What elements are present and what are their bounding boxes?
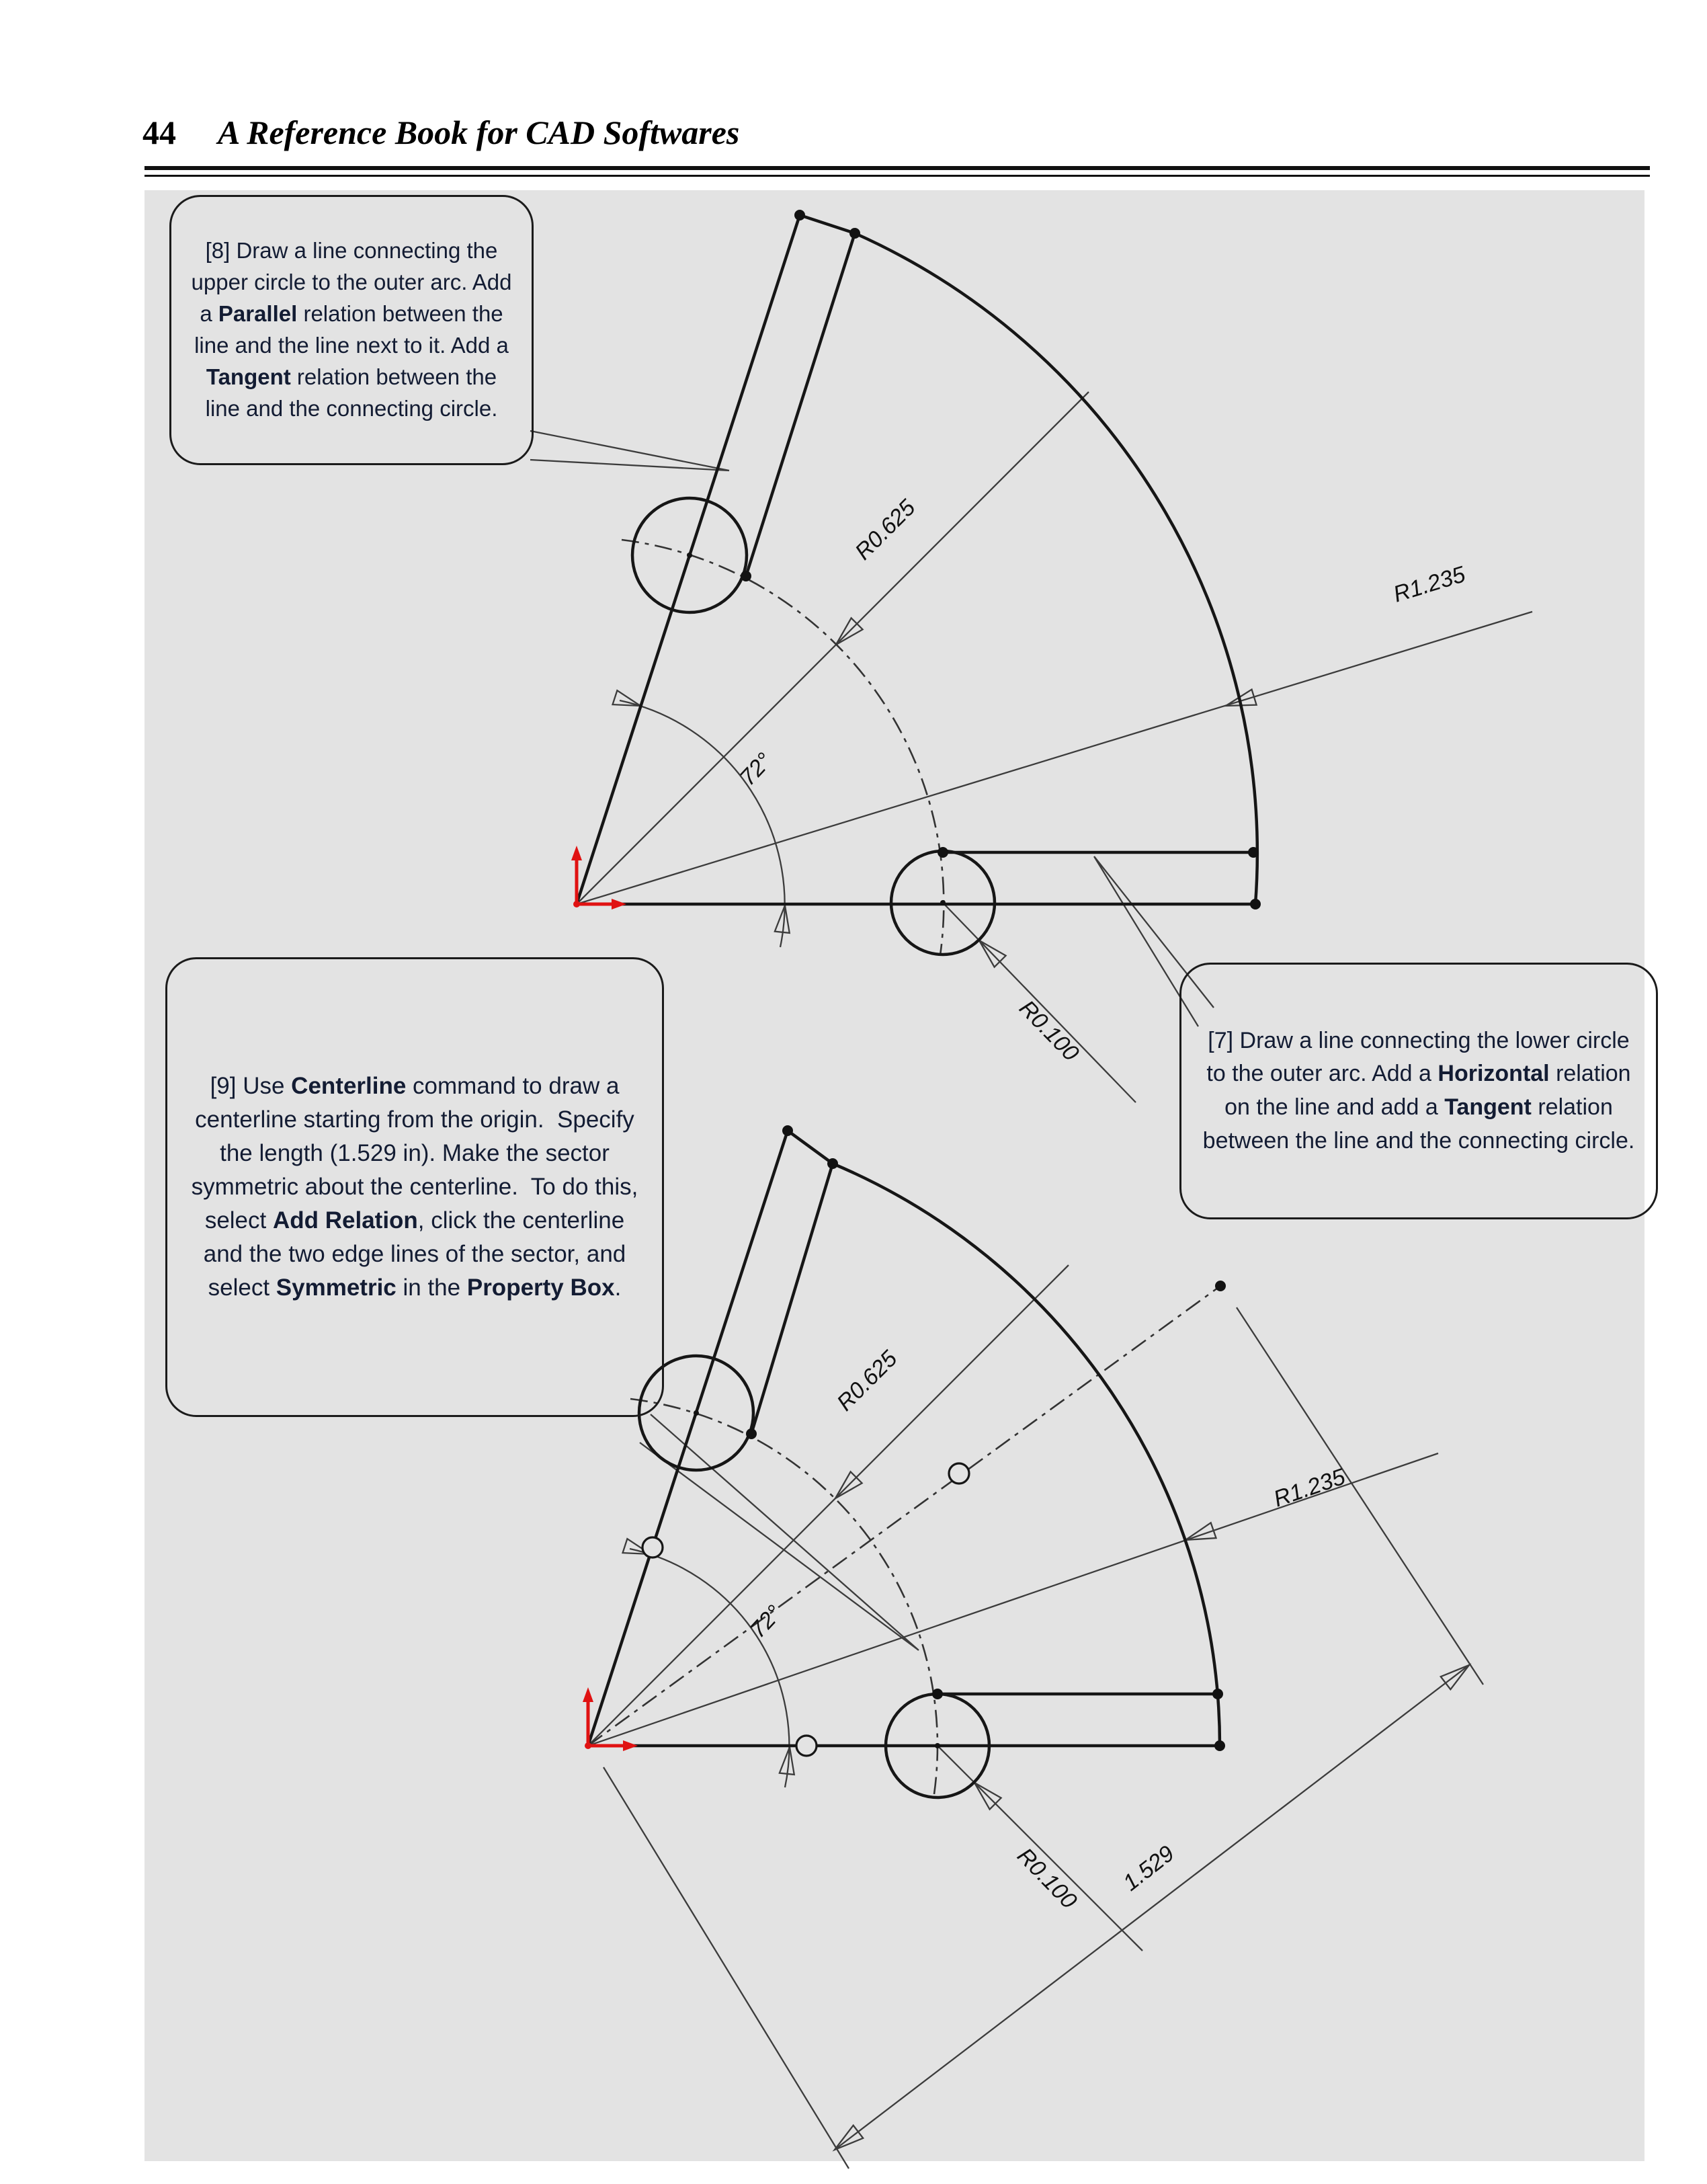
length-ext-line-1 [603, 1767, 849, 2169]
angle-dim-arc [620, 700, 785, 947]
top-chord [788, 1131, 833, 1164]
dim-label-r1235: R1.235 [1270, 1463, 1349, 1512]
page-number: 44 [142, 114, 176, 151]
dim-label-r0100: R0.100 [1012, 1843, 1082, 1914]
dim-label-angle: 72° [745, 1600, 788, 1644]
parallel-line [746, 233, 855, 576]
dim-label-angle: 72° [735, 747, 778, 791]
callout-step-7 [1179, 963, 1658, 1219]
outer-arc [855, 233, 1257, 904]
callout-step-8-text: [8] Draw a line connecting the upper circle to the outer arc. Add a Parallel relation between the line and the line next to it. Add a Tangent relation between the line and the connecting circle. [191, 238, 518, 421]
dim-label-length: 1.529 [1118, 1841, 1179, 1896]
dim-label-r0625: R0.625 [832, 1346, 903, 1416]
relation-marker [642, 1537, 663, 1558]
callout-step-7-text: [7] Draw a line connecting the lower circle to the outer arc. Add a Horizontal relation on the line and add a Tangent relation between the line and the connecting circle. [1202, 1027, 1638, 1154]
relation-marker [949, 1463, 969, 1484]
construction-arc [622, 540, 944, 955]
callout-step-9-text: [9] Use Centerline command to draw a centerline starting from the origin. Specify the length (1.529 in). Make the sector symmetric about the centerline. To do this, select Add Relation, click the centerline and the two edge lines of the sector, and select Symmetric in the Property Box. [191, 1072, 645, 1301]
outer-arc [833, 1164, 1220, 1746]
lower-diagram [583, 1125, 1483, 2169]
callout-step-8 [169, 195, 534, 465]
page-title: A Reference Book for CAD Softwares [218, 114, 740, 151]
top-chord [800, 215, 855, 233]
centerline [588, 1286, 1220, 1746]
angle-dim-arc [630, 1549, 789, 1787]
r0100-leader [938, 1746, 1142, 1951]
sector-left-edge [577, 215, 800, 904]
length-dim-line [835, 1665, 1469, 2150]
r0625-leader [577, 392, 1089, 904]
dim-label-r1235: R1.235 [1390, 561, 1468, 608]
dim-label-r0100: R0.100 [1014, 995, 1084, 1066]
callout8-leader [530, 431, 729, 471]
callout-step-9 [165, 957, 664, 1417]
construction-arc [630, 1399, 938, 1794]
r1235-leader [577, 612, 1532, 904]
relation-marker [796, 1736, 817, 1756]
dim-label-r0625: R0.625 [850, 495, 921, 565]
